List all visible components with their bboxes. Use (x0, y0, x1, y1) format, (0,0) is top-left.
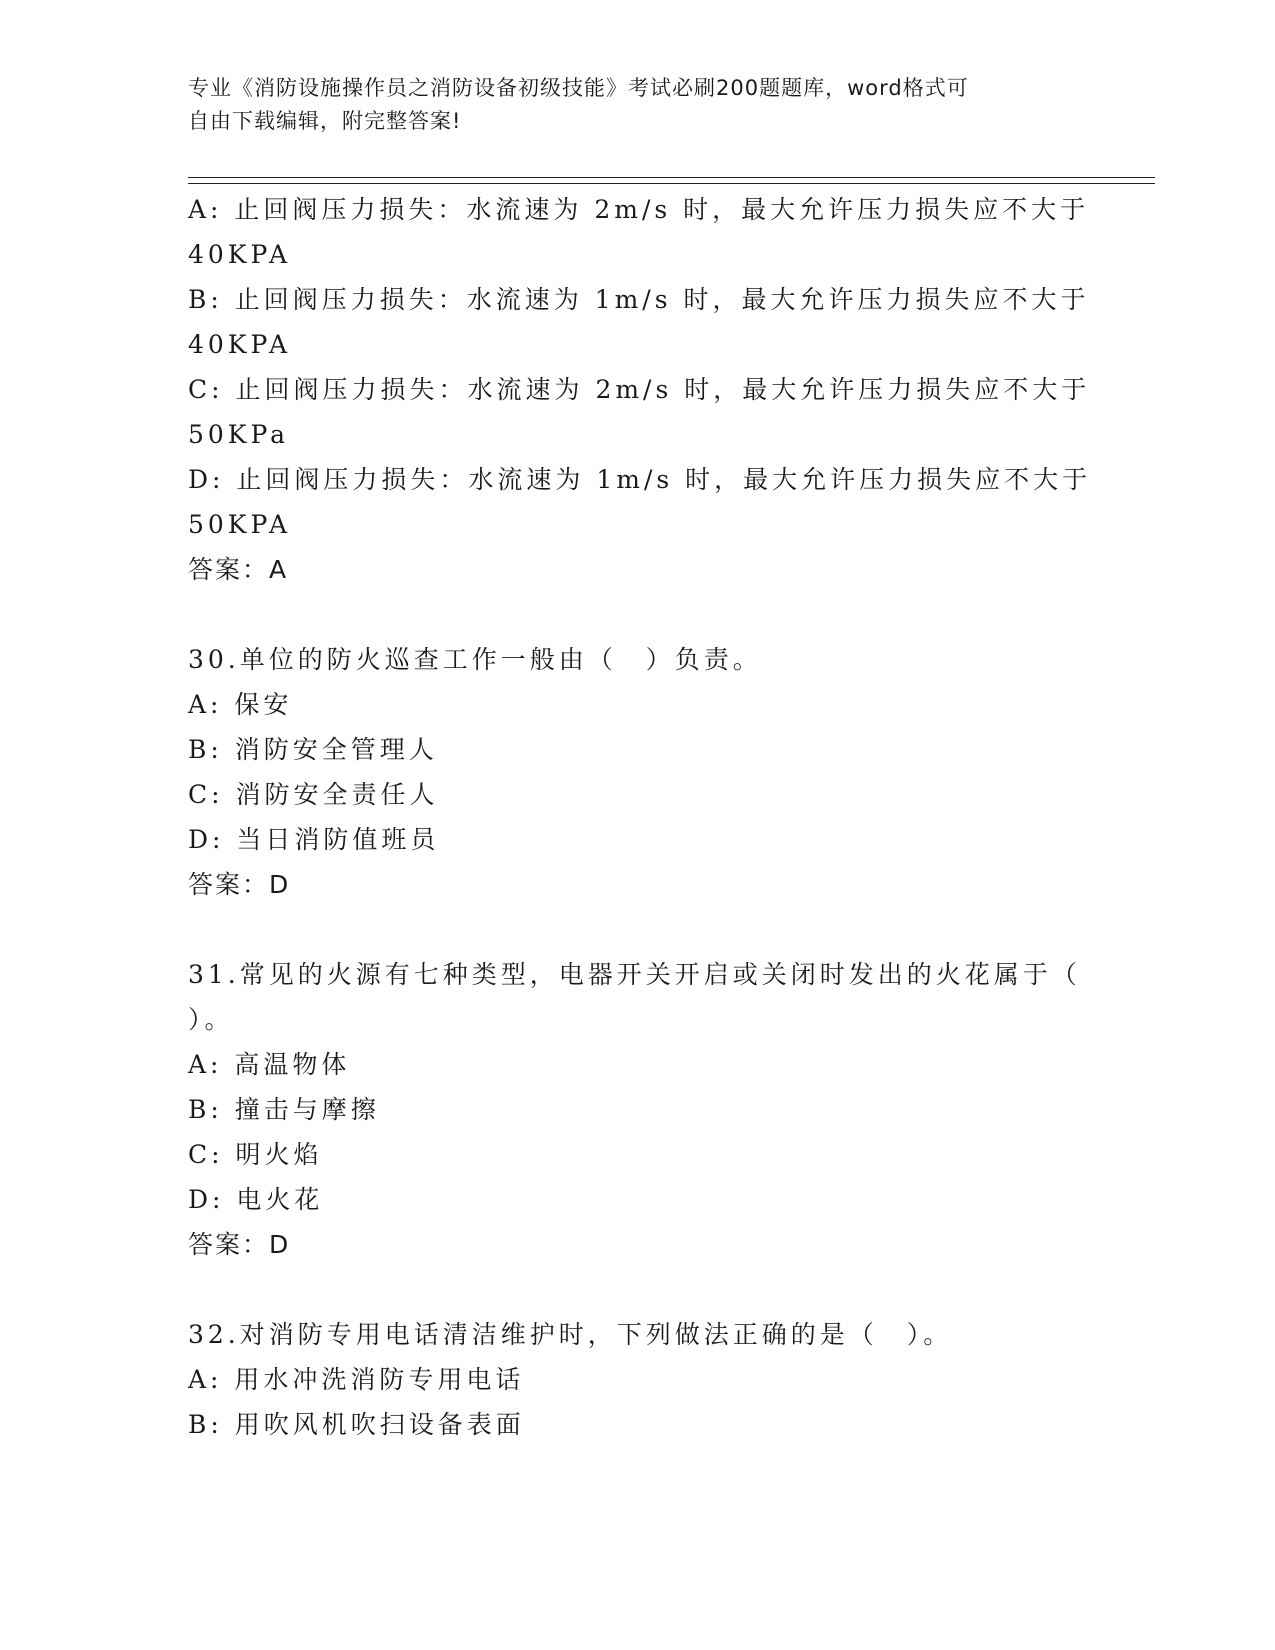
q29-option-b-line-1: B: 止回阀压力损失：水流速为 1m/s 时，最大允许压力损失应不大于 (188, 285, 1090, 314)
q30-option-c: C: 消防安全责任人 (188, 780, 439, 809)
header-title-line-1: 专业《消防设施操作员之消防设备初级技能》考试必刷200题题库，word格式可 (188, 76, 969, 100)
header-divider-bottom (188, 183, 1155, 184)
q32-option-a: A: 用水冲洗消防专用电话 (188, 1365, 525, 1394)
q30-option-a: A: 保安 (188, 690, 293, 719)
q30-option-b: B: 消防安全管理人 (188, 735, 438, 764)
q31-option-b: B: 撞击与摩擦 (188, 1095, 380, 1124)
q31-option-d: D: 电火花 (188, 1185, 324, 1214)
q30-option-d: D: 当日消防值班员 (188, 825, 440, 854)
q32-option-b: B: 用吹风机吹扫设备表面 (188, 1410, 525, 1439)
q31-option-c: C: 明火焰 (188, 1140, 323, 1169)
q31-option-a: A: 高温物体 (188, 1050, 351, 1079)
q31-answer: 答案：D (188, 1230, 291, 1259)
q29-option-d-line-2: 50KPA (188, 510, 292, 539)
q29-option-a-line-1: A: 止回阀压力损失：水流速为 2m/s 时，最大允许压力损失应不大于 (188, 195, 1090, 224)
q29-option-b-line-2: 40KPA (188, 330, 292, 359)
q29-option-c-line-2: 50KPa (188, 420, 290, 449)
q31-question-line-2: ）。 (188, 1005, 234, 1034)
q30-answer: 答案：D (188, 870, 291, 899)
document-header (188, 72, 1068, 138)
q29-option-d-line-1: D: 止回阀压力损失：水流速为 1m/s 时，最大允许压力损失应不大于 (188, 465, 1092, 494)
q32-question: 32.对消防专用电话清洁维护时，下列做法正确的是（ ）。 (188, 1320, 953, 1349)
q31-question-line-1: 31.常见的火源有七种类型，电器开关开启或关闭时发出的火花属于（ (188, 960, 1081, 989)
q29-option-c-line-1: C: 止回阀压力损失：水流速为 2m/s 时，最大允许压力损失应不大于 (188, 375, 1091, 404)
q29-option-a-line-2: 40KPA (188, 240, 292, 269)
header-title-line-2: 自由下载编辑，附完整答案! (188, 109, 462, 133)
header-divider-top (188, 177, 1155, 178)
q30-question: 30.单位的防火巡查工作一般由（ ）负责。 (188, 645, 762, 674)
q29-answer: 答案：A (188, 555, 289, 584)
